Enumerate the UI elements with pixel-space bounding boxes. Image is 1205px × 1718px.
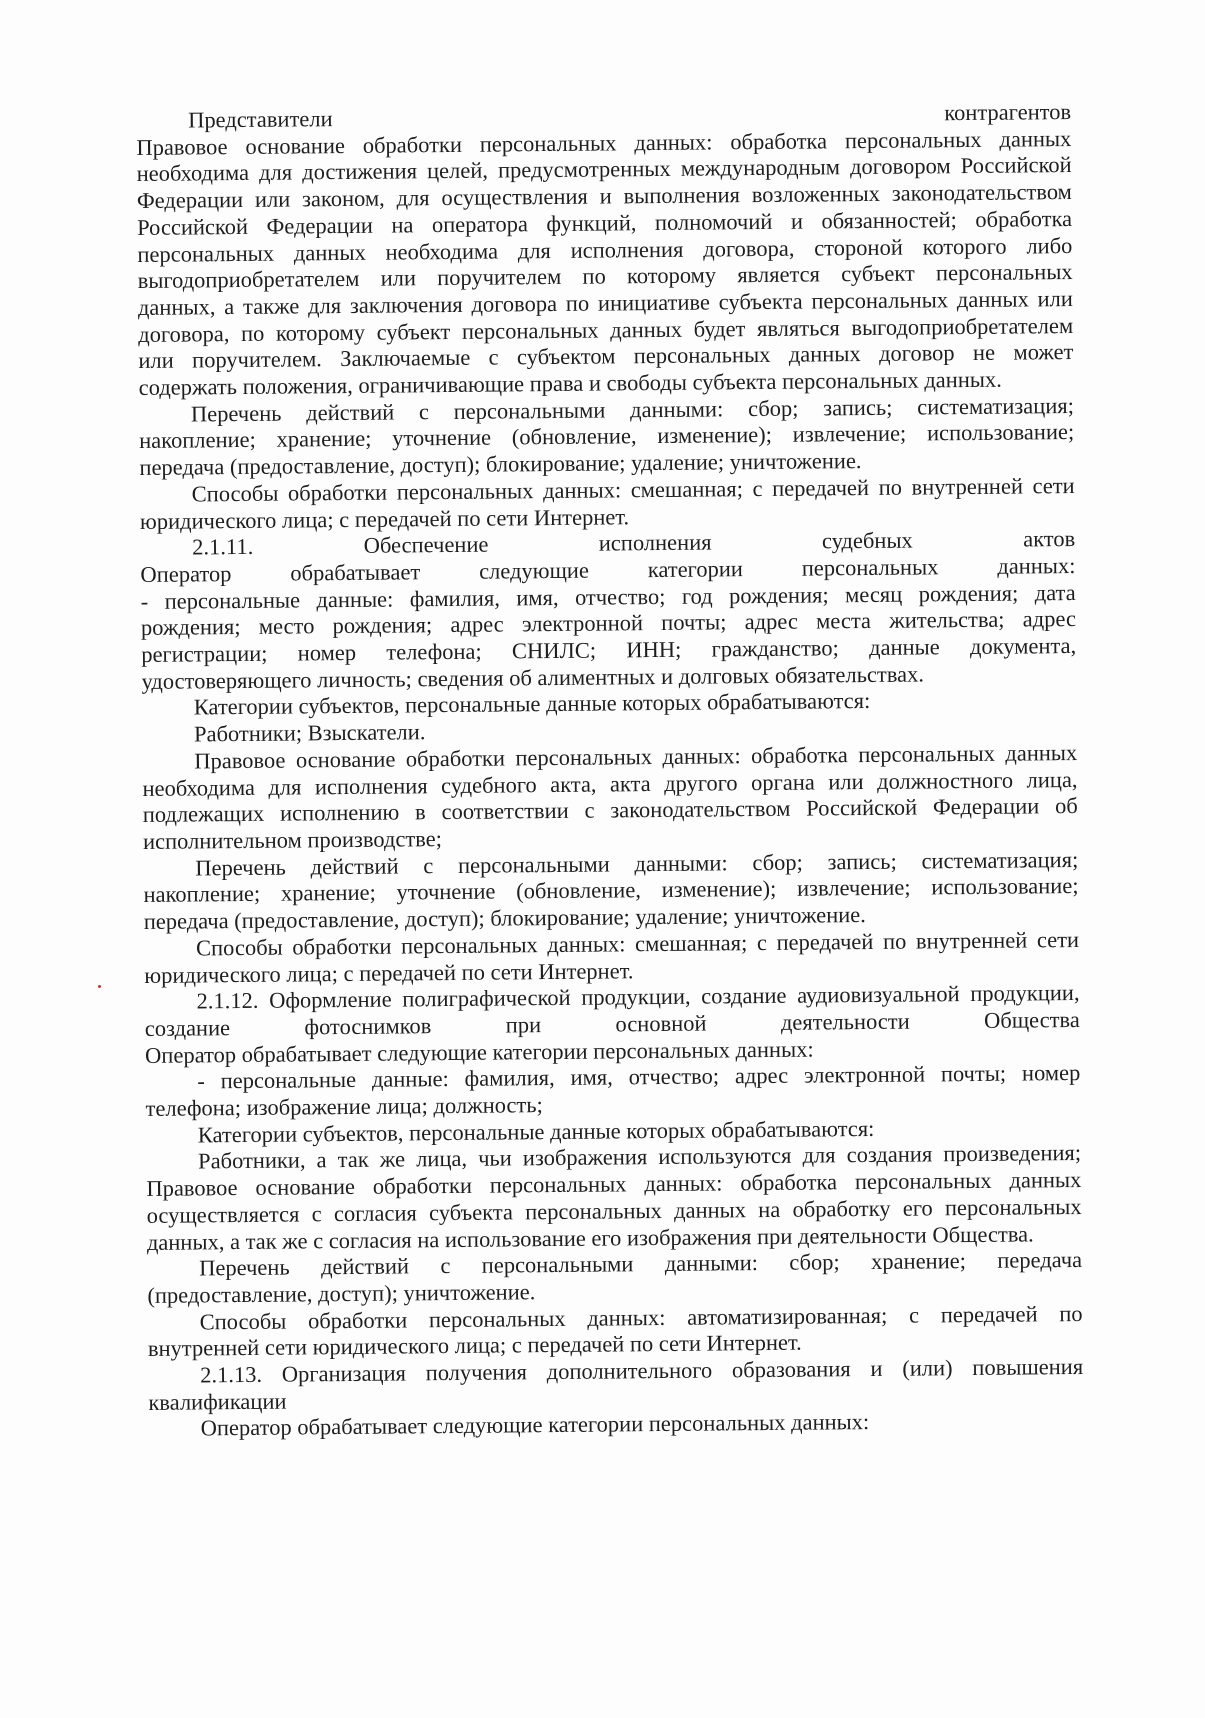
scan-artifact-dot — [98, 985, 101, 988]
text-line: 2.1.13. Организация получения дополнительного образования и (или) повышения — [200, 1354, 1084, 1388]
text-line: Способы обработки персональных данных: смешанная; с передачей по внутренней сети — [191, 472, 1075, 507]
text-line: Правовое основание обработки персональных данных: обработка персональных данных — [136, 125, 1072, 160]
text-line: Федерации или законом, для осуществления и выполнения возложенных законодательством — [136, 179, 1072, 214]
text-line: Оператор обрабатывает следующие категории персональных данных: — [144, 1036, 814, 1068]
text-line: внутренней сети юридического лица; с передачей по сети Интернет. — [147, 1330, 802, 1362]
text-line: персональных данных необходима для исполнения договора, стороной которого либо — [137, 232, 1073, 267]
text-line: Категории субъектов, персональные данные которых обрабатываются: — [197, 1115, 875, 1148]
text-line: Способы обработки персональных данных: автоматизированная; с передачей по — [199, 1300, 1083, 1335]
text-line: подлежащих исполнению в соответствии с законодательством Российской Федерации об — [142, 793, 1078, 828]
text-line: накопление; хранение; уточнение (обновление, изменение); извлечение; использование; — [139, 419, 1075, 454]
text-line: или поручителем. Заключаемые с субъектом персональных данных договор не может — [138, 339, 1074, 374]
text-line: осуществляется с согласия субъекта персональных данных на обработку его персональных — [146, 1193, 1082, 1228]
text-line: передача (предоставление, доступ); блокирование; удаление; уничтожение. — [139, 448, 862, 481]
text-line: Категории субъектов, персональные данные которых обрабатываются: — [193, 688, 871, 720]
text-line: юридического лица; с передачей по сети Интернет. — [144, 957, 634, 988]
text-line: Перечень действий с персональными данными: сбор; запись; систематизация; — [195, 846, 1079, 881]
text-line: регистрации; номер телефона; СНИЛС; ИНН; гражданство; данные документа, — [141, 633, 1077, 668]
text-line: Российской Федерации на оператора функций, полномочий и обязанностей; обработка — [137, 205, 1073, 240]
text-line: Оператор обрабатывает следующие категории персональных данных: — [140, 552, 1076, 587]
text-line: Правовое основание обработки персональных данных: обработка персональных данных — [194, 739, 1078, 774]
text-line: телефона; изображение лица; должность; — [145, 1092, 543, 1121]
text-line: данных, а так же с согласия на использование его изображения при деятельности Общества. — [146, 1220, 1034, 1255]
text-line: 2.1.11. Обеспечение исполнения судебных актов — [192, 526, 1076, 560]
text-line: рождения; место рождения; адрес электронной почты; адрес места жительства; адрес — [140, 606, 1077, 641]
text-line: Представители контрагентов — [187, 99, 1072, 133]
text-line: Работники, а так же лица, чьи изображения используются для создания произведения; — [197, 1140, 1082, 1174]
text-line: удостоверяющего личность; сведения об алиментных и долговых обязательствах. — [141, 661, 925, 694]
text-line: Правовое основание обработки персональных данных: обработка персональных данных — [146, 1167, 1082, 1202]
text-line: создание фотоснимков при основной деятельности Общества — [144, 1006, 1080, 1041]
text-line: - персональные данные: фамилия, имя, отчество; год рождения; месяц рождения; дата — [140, 579, 1076, 614]
text-line: 2.1.12. Оформление полиграфической продукции, создание аудиовизуальной продукции, — [196, 980, 1080, 1014]
document-page — [136, 99, 1084, 1443]
text-line: Оператор обрабатывает следующие категории персональных данных: — [200, 1409, 870, 1441]
text-line: Способы обработки персональных данных: смешанная; с передачей по внутренней сети — [195, 926, 1080, 961]
text-line: необходима для исполнения судебного акта, акта другого органа или должностного лица, — [142, 766, 1078, 801]
text-line: исполнительном производстве; — [142, 826, 443, 854]
text-line: - персональные данные: фамилия, имя, отчество; адрес электронной почты; номер — [197, 1060, 1081, 1094]
text-line: юридического лица; с передачей по сети Интернет. — [139, 503, 630, 534]
text-line: Перечень действий с персональными данными: сбор; хранение; передача — [199, 1247, 1083, 1281]
text-line: Перечень действий с персональными данными: сбор; запись; систематизация; — [190, 392, 1075, 427]
text-line: договора, по которому субъект персональных данных будет являться выгодоприобретателем — [138, 312, 1074, 347]
text-line: данных, а также для заключения договора по инициативе субъекта персональных данных или — [137, 285, 1073, 320]
text-line: накопление; хранение; уточнение (обновление, изменение); извлечение; использование; — [143, 873, 1079, 908]
text-line: содержать положения, ограничивающие права и свободы субъекта персональных данных. — [138, 366, 1002, 401]
text-line: Работники; Взыскатели. — [193, 719, 426, 747]
text-line: необходима для достижения целей, предусмотренных международным договором Российской — [136, 152, 1072, 187]
text-line: выгодоприобретателем или поручителем по которому является субъект персональных — [137, 259, 1073, 294]
text-line: квалификации — [148, 1388, 287, 1415]
text-line: (предоставление, доступ); уничтожение. — [147, 1279, 536, 1308]
text-line: передача (предоставление, доступ); блокирование; удаление; уничтожение. — [143, 902, 866, 935]
